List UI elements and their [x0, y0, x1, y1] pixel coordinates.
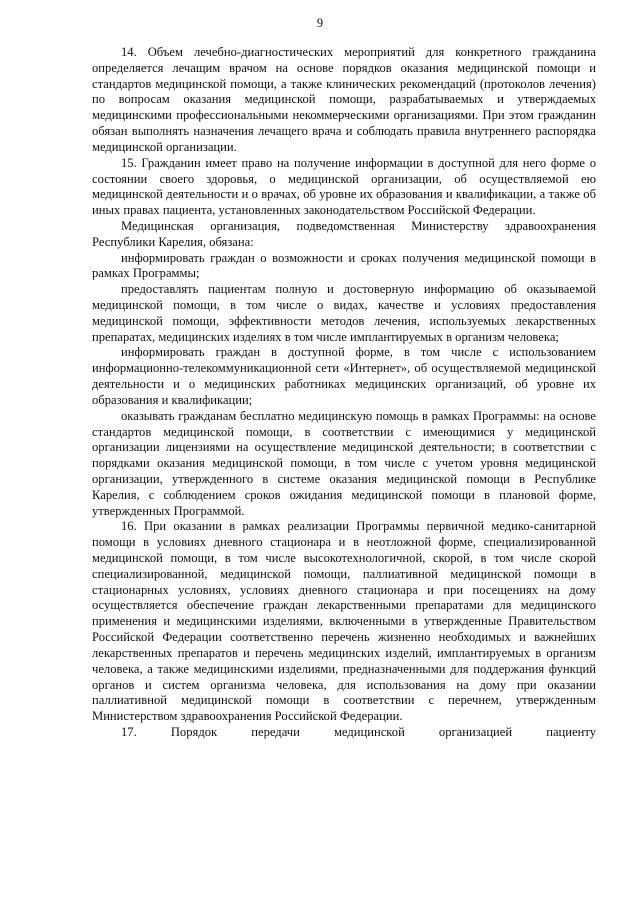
- paragraph-inform-via-internet: информировать граждан в доступной форме, в том числе с использованием информационно-телекоммуникационной сети «Интернет», об осуществляемой медицинской деятельности и о медицинских работниках медицинских организаций, об уровне их образования и квалификации;: [92, 345, 596, 407]
- document-body: [92, 45, 596, 741]
- paragraph-15-right-to-information: 15. Гражданин имеет право на получение информации в доступной для него форме о состоянии своего здоровья, о медицинской организации, об осуществляемой ею медицинской деятельности и о врачах, об уровне их образования и квалификации, а также об иных правах пациента, установленных законодательством Российской Федерации.: [92, 155, 596, 218]
- paragraph-provide-information: предоставлять пациентам полную и достоверную информацию об оказываемой медицинской помощи, в том числе о видах, качестве и условиях предоставления медицинской помощи, эффективности методов лечения, используемых лекарственных препаратах, медицинских изделиях в том числе имплантируемых в организм человека;: [92, 282, 596, 344]
- paragraph-16-medication-supply: 16. При оказании в рамках реализации Программы первичной медико-санитарной помощи в условиях дневного стационара и в неотложной форме, специализированной медицинской помощи, в том числе высокотехнологичной, скорой, в том числе скорой специализированной, медицинской помощи, паллиативной медицинской помощи в стационарных условиях, условиях дневного стационара и при посещениях на дому осуществляется обеспечение граждан лекарственными препаратами для медицинского применения и медицинскими изделиями, включенными в утвержденные Правительством Российской Федерации соответственно перечень жизненно необходимых и важнейших лекарственных препаратов и перечень медицинских изделий, имплантируемых в организм человека, а также медицинскими изделиями, предназначенными для поддержания функций органов и систем организма человека, для использования на дому при оказании паллиативной медицинской помощи в соответствии с перечнем, утвержденным Министерством здравоохранения Российской Федерации.: [92, 519, 596, 724]
- paragraph-inform-about-terms: информировать граждан о возможности и сроках получения медицинской помощи в рамках Программы;: [92, 250, 596, 281]
- paragraph-17-transfer-procedure: 17. Порядок передачи медицинской организацией пациенту: [121, 724, 596, 739]
- paragraph-organization-obligations: Медицинская организация, подведомственная Министерству здравоохранения Республики Карелия, обязана:: [92, 218, 596, 249]
- page-number: 9: [316, 16, 324, 30]
- paragraph-14-treatment-scope: 14. Объем лечебно-диагностических мероприятий для конкретного гражданина определяется лечащим врачом на основе порядков оказания медицинской помощи и стандартов медицинской помощи, а также клинических рекомендаций (протоколов лечения) по вопросам оказания медицинской помощи, разрабатываемых и утверждаемых медицинскими профессиональными некоммерческими организациями. При этом гражданин обязан выполнять назначения лечащего врача и соблюдать правила внутреннего распорядка медицинской организации.: [92, 45, 596, 154]
- paragraph-provide-free-care: оказывать гражданам бесплатно медицинскую помощь в рамках Программы: на основе стандартов медицинской помощи, в соответствии с имеющимися у медицинской организации лицензиями на осуществление медицинской деятельности; в соответствии с порядками оказания медицинской помощи, в том числе с учетом уровня медицинской организации, утвержденного в системе оказания медицинской помощи в Республике Карелия, с соблюдением сроков ожидания медицинской помощи в плановой форме, утвержденных Программой.: [92, 408, 596, 518]
